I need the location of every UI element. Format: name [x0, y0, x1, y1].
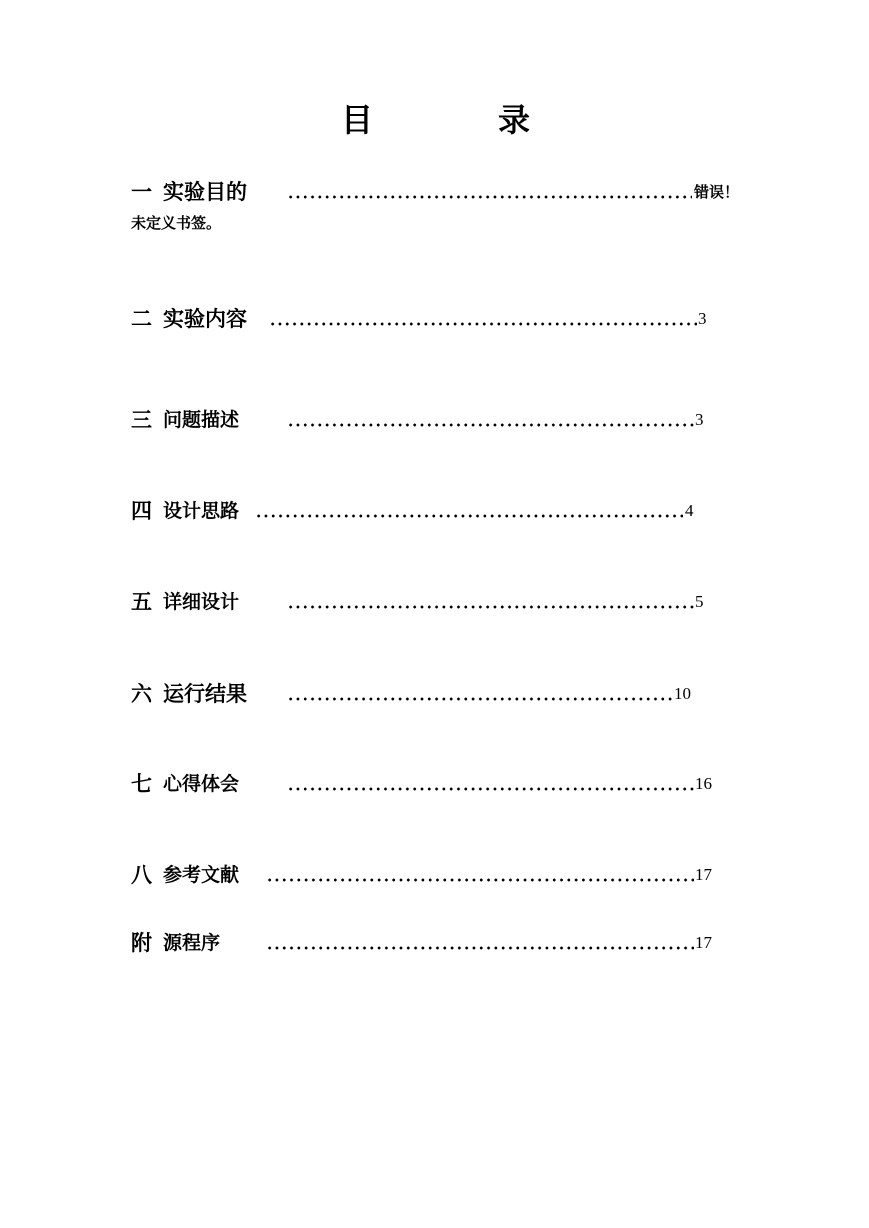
toc-entry-label: 实验内容 — [163, 307, 247, 331]
toc-entry-number: 七 — [131, 772, 152, 796]
toc-entry-page: 17 — [695, 865, 712, 884]
toc-entry-page: 10 — [674, 684, 691, 703]
toc-leader-dots — [287, 787, 694, 791]
toc-entry-page: 3 — [698, 309, 707, 328]
toc-entry[interactable] — [0, 928, 869, 958]
toc-entry-label: 问题描述 — [163, 409, 240, 431]
toc-leader-dots — [255, 514, 683, 518]
toc-entry[interactable] — [0, 405, 869, 435]
toc-entry-page: 16 — [695, 774, 712, 793]
toc-entry-label: 运行结果 — [163, 682, 247, 706]
toc-title-char-1: 目 — [341, 101, 374, 139]
toc-entry[interactable] — [0, 679, 869, 709]
toc-entry-number: 六 — [131, 682, 152, 706]
toc-entry-number: 八 — [131, 863, 152, 887]
toc-leader-dots — [287, 605, 694, 609]
toc-entry[interactable] — [0, 587, 869, 617]
toc-entry-number: 四 — [131, 499, 152, 523]
toc-entry-number: 三 — [131, 408, 152, 432]
toc-leader-dots — [269, 322, 697, 326]
toc-entry-label: 详细设计 — [163, 591, 240, 613]
toc-entry-page: 错误！ — [694, 183, 740, 201]
toc-error-continuation: 未定义书签。 — [131, 214, 222, 232]
toc-leader-dots — [266, 946, 694, 950]
toc-entry-page: 17 — [695, 933, 712, 952]
toc-entry-number: 附 — [131, 931, 152, 955]
toc-entry-number: 一 — [131, 180, 152, 204]
toc-entry[interactable] — [0, 496, 869, 526]
toc-leader-dots — [287, 195, 692, 199]
toc-entry[interactable] — [0, 177, 869, 207]
toc-entry-number: 五 — [131, 590, 152, 614]
toc-entry[interactable] — [0, 769, 869, 799]
toc-entry[interactable] — [0, 860, 869, 890]
toc-entry-label: 设计思路 — [163, 500, 240, 522]
toc-entry-label: 心得体会 — [163, 773, 240, 795]
toc-leader-dots — [266, 878, 694, 882]
toc-entry-page: 4 — [685, 501, 694, 520]
toc-leader-dots — [287, 697, 673, 701]
toc-entry-page: 3 — [695, 410, 704, 429]
toc-leader-dots — [287, 423, 694, 427]
toc-entry-label: 参考文献 — [163, 864, 240, 886]
toc-entry-label: 实验目的 — [163, 180, 247, 204]
toc-entry-label: 源程序 — [163, 932, 221, 954]
toc-title-char-2: 录 — [498, 101, 531, 139]
toc-entry-number: 二 — [131, 307, 152, 331]
toc-entry[interactable] — [0, 304, 869, 334]
toc-entry-page: 5 — [695, 592, 704, 611]
